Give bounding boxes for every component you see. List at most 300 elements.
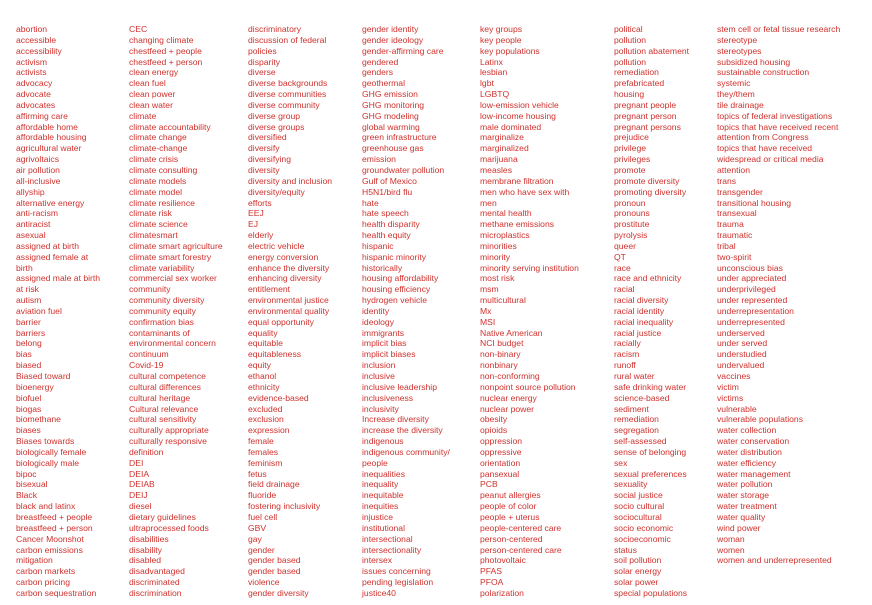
word-entry: sexuality bbox=[614, 479, 648, 490]
word-entry: clean power bbox=[129, 89, 176, 100]
word-entry: biologically female bbox=[16, 446, 87, 457]
word-entry: pronoun bbox=[614, 197, 646, 208]
word-entry: clean energy bbox=[129, 67, 179, 78]
word-entry: Black bbox=[16, 490, 38, 501]
word-entry: continuum bbox=[129, 349, 169, 360]
word-entry: equal opportunity bbox=[248, 316, 314, 327]
word-entry: men who have sex with bbox=[480, 186, 570, 197]
word-entry: fluoride bbox=[248, 490, 277, 501]
word-entry: inequities bbox=[362, 501, 399, 512]
word-entry: water management bbox=[717, 468, 791, 479]
word-entry: diverse group bbox=[248, 110, 301, 121]
word-entry: pollution abatement bbox=[614, 45, 690, 56]
word-entry: soil pollution bbox=[614, 555, 662, 566]
word-entry: membrane filtration bbox=[480, 175, 554, 186]
word-entry: community bbox=[129, 284, 171, 295]
word-entry: agrivoltaics bbox=[16, 154, 59, 165]
word-entry: solar power bbox=[614, 577, 659, 588]
word-entry: runoff bbox=[614, 360, 636, 371]
word-entry: QT bbox=[614, 251, 626, 262]
word-entry: wind power bbox=[717, 522, 761, 533]
word-entry: biomethane bbox=[16, 414, 61, 425]
word-entry: sex bbox=[614, 457, 628, 468]
word-entry: gender bbox=[248, 544, 275, 555]
word-entry: marginalize bbox=[480, 132, 524, 143]
word-entry: traumatic bbox=[717, 230, 753, 241]
word-entry: allyship bbox=[16, 186, 45, 197]
word-entry: identity bbox=[362, 305, 390, 316]
word-entry: sociocultural bbox=[614, 511, 662, 522]
word-entry: water storage bbox=[717, 490, 770, 501]
word-entry: autism bbox=[16, 295, 42, 306]
word-entry: elderly bbox=[248, 230, 274, 241]
word-entry: assigned female at bbox=[16, 251, 89, 262]
word-entry: self-assessed bbox=[614, 436, 667, 447]
word-entry: water collection bbox=[717, 425, 777, 436]
word-entry: water quality bbox=[717, 511, 766, 522]
word-entry: gay bbox=[248, 533, 262, 544]
word-entry: biases bbox=[16, 425, 41, 436]
word-entry: Covid-19 bbox=[129, 360, 164, 371]
word-entry: women bbox=[717, 544, 745, 555]
word-entry: disability bbox=[129, 544, 162, 555]
word-entry: disabled bbox=[129, 555, 162, 566]
word-entry: discussion of federal bbox=[248, 34, 327, 45]
word-entry: CEC bbox=[129, 24, 148, 34]
word-entry: multicultural bbox=[480, 295, 526, 306]
word-entry: rural water bbox=[614, 371, 655, 381]
word-entry: oppressive bbox=[480, 446, 522, 457]
word-entry: photovoltaic bbox=[480, 555, 526, 566]
word-entry: sustainable construction bbox=[717, 67, 810, 78]
word-entry: msm bbox=[480, 284, 499, 295]
word-column-7 bbox=[717, 24, 840, 566]
word-entry: opioids bbox=[480, 425, 508, 436]
word-entry: female bbox=[248, 436, 274, 447]
word-entry: inequalities bbox=[362, 468, 405, 479]
word-entry: fostering inclusivity bbox=[248, 501, 321, 512]
word-entry: PCB bbox=[480, 479, 498, 490]
word-entry: microplastics bbox=[480, 230, 530, 241]
word-entry: Native American bbox=[480, 327, 543, 338]
word-entry: trauma bbox=[717, 219, 744, 230]
word-entry: nonbinary bbox=[480, 360, 518, 371]
word-entry: community diversity bbox=[129, 295, 205, 306]
word-entry: social justice bbox=[614, 490, 663, 501]
word-entry: climate-change bbox=[129, 143, 188, 154]
word-entry: under served bbox=[717, 338, 768, 349]
word-entry: accessible bbox=[16, 34, 57, 45]
word-entry: marijuana bbox=[480, 154, 518, 165]
word-entry: vulnerable populations bbox=[717, 414, 804, 425]
word-entry: DEIJ bbox=[129, 490, 148, 501]
word-entry: stereotype bbox=[717, 34, 758, 45]
word-entry: transitional housing bbox=[717, 197, 792, 208]
word-entry: LGBTQ bbox=[480, 89, 510, 100]
word-entry: NCI budget bbox=[480, 338, 524, 349]
word-entry: disparity bbox=[248, 56, 280, 67]
word-entry: polarization bbox=[480, 587, 524, 598]
word-entry: advocacy bbox=[16, 78, 53, 89]
word-entry: prejudice bbox=[614, 132, 649, 143]
word-entry: fetus bbox=[248, 468, 267, 479]
word-entry: people bbox=[362, 457, 388, 468]
word-entry: cultural differences bbox=[129, 381, 201, 392]
word-entry: climate change bbox=[129, 132, 187, 143]
word-entry: diverse communities bbox=[248, 89, 327, 100]
word-entry: community equity bbox=[129, 305, 196, 316]
word-entry: pregnant people bbox=[614, 99, 677, 110]
word-entry: environmental concern bbox=[129, 338, 216, 349]
word-entry: equity bbox=[248, 360, 271, 371]
word-entry: Cancer Moonshot bbox=[16, 533, 84, 544]
word-entry: cultural heritage bbox=[129, 392, 191, 403]
word-entry: climate consulting bbox=[129, 164, 198, 175]
word-entry: immigrants bbox=[362, 327, 405, 338]
word-entry: diverse bbox=[248, 67, 276, 78]
word-entry: indigenous community/ bbox=[362, 446, 450, 457]
word-entry: pyrolysis bbox=[614, 230, 648, 241]
word-entry: all-inclusive bbox=[16, 175, 61, 186]
word-entry: lgbt bbox=[480, 78, 494, 89]
word-entry: PFOA bbox=[480, 577, 504, 588]
word-entry: evidence-based bbox=[248, 392, 309, 403]
word-entry: diesel bbox=[129, 501, 152, 512]
word-entry: climatesmart bbox=[129, 230, 178, 241]
word-entry: energy conversion bbox=[248, 251, 319, 262]
word-entry: victims bbox=[717, 392, 744, 403]
word-column-1 bbox=[16, 24, 100, 599]
word-entry: indigenous bbox=[362, 436, 404, 447]
word-entry: obesity bbox=[480, 414, 508, 425]
word-entry: under appreciated bbox=[717, 273, 787, 284]
word-entry: green infrastructure bbox=[362, 132, 437, 143]
word-entry: key groups bbox=[480, 24, 523, 34]
word-entry: trans bbox=[717, 175, 737, 186]
word-entry: victim bbox=[717, 381, 739, 392]
word-entry: people + uterus bbox=[480, 511, 540, 522]
word-entry: MSI bbox=[480, 316, 496, 327]
word-entry: anti-racism bbox=[16, 208, 59, 219]
word-entry: biologically male bbox=[16, 457, 80, 468]
word-entry: bias bbox=[16, 349, 32, 360]
word-entry: diverse backgrounds bbox=[248, 78, 328, 89]
word-entry: understudied bbox=[717, 349, 767, 360]
word-entry: global warming bbox=[362, 121, 420, 132]
word-entry: assigned male at birth bbox=[16, 273, 101, 284]
word-entry: policies bbox=[248, 45, 277, 56]
word-entry: stem cell or fetal tissue research bbox=[717, 24, 841, 34]
word-entry: racial identity bbox=[614, 305, 665, 316]
word-entry: dietary guidelines bbox=[129, 511, 196, 522]
word-entry: assigned at birth bbox=[16, 240, 80, 251]
word-entry: activists bbox=[16, 67, 47, 78]
word-entry: exclusion bbox=[248, 414, 284, 425]
word-entry: pansexual bbox=[480, 468, 520, 479]
word-entry: barrier bbox=[16, 316, 41, 327]
word-entry: people of color bbox=[480, 501, 537, 512]
word-entry: subsidized housing bbox=[717, 56, 791, 67]
word-entry: political bbox=[614, 24, 643, 34]
word-entry: climate resilience bbox=[129, 197, 195, 208]
word-entry: vulnerable bbox=[717, 403, 757, 414]
word-entry: disadvantaged bbox=[129, 566, 185, 577]
word-entry: diverse community bbox=[248, 99, 320, 110]
word-entry: at risk bbox=[16, 284, 39, 295]
word-entry: racial inequality bbox=[614, 316, 674, 327]
word-entry: electric vehicle bbox=[248, 240, 305, 251]
word-entry: justice40 bbox=[362, 587, 396, 598]
word-entry: they/them bbox=[717, 89, 755, 100]
word-entry: biofuel bbox=[16, 392, 42, 403]
word-entry: expression bbox=[248, 425, 290, 436]
word-entry: marginalized bbox=[480, 143, 529, 154]
word-entry: racial justice bbox=[614, 327, 662, 338]
word-entry: affordable home bbox=[16, 121, 78, 132]
word-entry: key people bbox=[480, 34, 522, 45]
word-entry: antiracist bbox=[16, 219, 51, 230]
word-entry: mitigation bbox=[16, 555, 53, 566]
word-entry: water pollution bbox=[717, 479, 773, 490]
word-entry: male dominated bbox=[480, 121, 542, 132]
word-entry: inclusive bbox=[362, 371, 395, 381]
word-entry: Cultural relevance bbox=[129, 403, 199, 414]
word-entry: diversifying bbox=[248, 154, 291, 165]
word-entry: breastfeed + person bbox=[16, 522, 93, 533]
word-entry: Biases towards bbox=[16, 436, 75, 447]
word-entry: barriers bbox=[16, 327, 46, 338]
word-entry: attention from Congress bbox=[717, 132, 809, 143]
word-entry: race bbox=[614, 262, 631, 273]
word-entry: equitable bbox=[248, 338, 283, 349]
word-entry: DEI bbox=[129, 457, 144, 468]
word-entry: environmental quality bbox=[248, 305, 330, 316]
word-entry: carbon pricing bbox=[16, 577, 70, 588]
word-entry: race and ethnicity bbox=[614, 273, 682, 284]
word-entry: topics that have received bbox=[717, 143, 813, 154]
word-entry: equitableness bbox=[248, 349, 302, 360]
word-entry: confirmation bias bbox=[129, 316, 194, 327]
word-entry: PFAS bbox=[480, 566, 502, 577]
word-entry: oppression bbox=[480, 436, 523, 447]
word-entry: men bbox=[480, 197, 497, 208]
word-entry: minority serving institution bbox=[480, 262, 579, 273]
word-entry: culturally responsive bbox=[129, 436, 207, 447]
word-entry: environmental justice bbox=[248, 295, 329, 306]
word-entry: activism bbox=[16, 56, 48, 67]
word-entry: under represented bbox=[717, 295, 788, 306]
word-entry: disabilities bbox=[129, 533, 169, 544]
word-entry: privileges bbox=[614, 154, 651, 165]
word-entry: solar energy bbox=[614, 566, 662, 577]
word-entry: bioenergy bbox=[16, 381, 54, 392]
word-entry: nuclear power bbox=[480, 403, 534, 414]
word-entry: promoting diversity bbox=[614, 186, 687, 197]
word-entry: alternative energy bbox=[16, 197, 85, 208]
word-entry: climate models bbox=[129, 175, 187, 186]
word-entry: sediment bbox=[614, 403, 649, 414]
word-entry: genders bbox=[362, 67, 394, 78]
word-entry: climate accountability bbox=[129, 121, 211, 132]
word-entry: gendered bbox=[362, 56, 399, 67]
word-entry: climate model bbox=[129, 186, 183, 197]
word-entry: biogas bbox=[16, 403, 42, 414]
word-entry: topics that have received recent bbox=[717, 121, 839, 132]
word-entry: climate smart agriculture bbox=[129, 240, 223, 251]
word-entry: climate risk bbox=[129, 208, 172, 219]
word-column-4 bbox=[362, 24, 450, 599]
word-entry: H5N1/bird flu bbox=[362, 186, 413, 197]
word-entry: increase the diversity bbox=[362, 425, 443, 436]
word-entry: non-conforming bbox=[480, 371, 540, 381]
word-entry: gender ideology bbox=[362, 34, 424, 45]
word-entry: affirming care bbox=[16, 110, 68, 121]
word-entry: carbon emissions bbox=[16, 544, 83, 555]
word-entry: science-based bbox=[614, 392, 670, 403]
word-entry: minority bbox=[480, 251, 511, 262]
word-entry: agricultural water bbox=[16, 143, 82, 154]
word-entry: person-centered bbox=[480, 533, 543, 544]
word-entry: gender based bbox=[248, 555, 301, 566]
word-entry: climate smart forestry bbox=[129, 251, 212, 262]
word-entry: definition bbox=[129, 446, 164, 457]
word-entry: pronouns bbox=[614, 208, 650, 219]
word-entry: Mx bbox=[480, 305, 492, 316]
word-entry: GHG modeling bbox=[362, 110, 419, 121]
word-entry: feminism bbox=[248, 457, 283, 468]
word-entry: nonpoint source pollution bbox=[480, 381, 576, 392]
word-entry: DEIA bbox=[129, 468, 150, 479]
word-entry: pregnant person bbox=[614, 110, 677, 121]
word-entry: promote diversity bbox=[614, 175, 680, 186]
word-entry: special populations bbox=[614, 587, 688, 598]
word-entry: birth bbox=[16, 262, 33, 273]
word-entry: aviation fuel bbox=[16, 305, 62, 316]
word-entry: emission bbox=[362, 154, 396, 165]
word-entry: water treatment bbox=[717, 501, 777, 512]
word-entry: GHG monitoring bbox=[362, 99, 425, 110]
word-entry: cultural sensitivity bbox=[129, 414, 197, 425]
word-entry: socio economic bbox=[614, 522, 674, 533]
word-entry: intersex bbox=[362, 555, 393, 566]
word-entry: queer bbox=[614, 240, 636, 251]
word-entry: injustice bbox=[362, 511, 394, 522]
word-entry: housing bbox=[614, 89, 645, 100]
word-entry: Biased toward bbox=[16, 371, 71, 381]
word-entry: DEIAB bbox=[129, 479, 155, 490]
word-entry: climate variability bbox=[129, 262, 195, 273]
word-entry: equality bbox=[248, 327, 278, 338]
word-entry: tribal bbox=[717, 240, 736, 251]
word-entry: hispanic bbox=[362, 240, 394, 251]
word-entry: advocate bbox=[16, 89, 51, 100]
word-entry: minorities bbox=[480, 240, 517, 251]
word-column-5 bbox=[480, 24, 579, 599]
word-entry: inequitable bbox=[362, 490, 404, 501]
word-entry: Latinx bbox=[480, 56, 503, 67]
word-entry: gender diversity bbox=[248, 587, 309, 598]
word-entry: hate speech bbox=[362, 208, 409, 219]
word-entry: Gulf of Mexico bbox=[362, 175, 417, 186]
word-entry: water efficiency bbox=[717, 457, 777, 468]
word-entry: abortion bbox=[16, 24, 48, 34]
word-entry: racially bbox=[614, 338, 641, 349]
word-entry: remediation bbox=[614, 414, 659, 425]
word-entry: woman bbox=[717, 533, 745, 544]
word-entry: remediation bbox=[614, 67, 659, 78]
word-entry: gender based bbox=[248, 566, 301, 577]
word-entry: cultural competence bbox=[129, 371, 206, 381]
word-entry: gender identity bbox=[362, 24, 419, 34]
word-entry: prostitute bbox=[614, 219, 650, 230]
word-entry: systemic bbox=[717, 78, 751, 89]
word-entry: topics of federal investigations bbox=[717, 110, 833, 121]
word-entry: inclusiveness bbox=[362, 392, 414, 403]
word-entry: efforts bbox=[248, 197, 272, 208]
word-entry: underrepresented bbox=[717, 316, 785, 327]
word-entry: undervalued bbox=[717, 360, 765, 371]
word-entry: pending legislation bbox=[362, 577, 434, 588]
word-entry: EEJ bbox=[248, 208, 264, 219]
word-entry: contaminants of bbox=[129, 327, 190, 338]
word-entry: sense of belonging bbox=[614, 446, 687, 457]
word-entry: mental health bbox=[480, 208, 532, 219]
word-entry: housing efficiency bbox=[362, 284, 431, 295]
word-entry: transexual bbox=[717, 208, 757, 219]
word-entry: diversity bbox=[248, 164, 280, 175]
word-entry: racial bbox=[614, 284, 635, 295]
word-entry: clean fuel bbox=[129, 78, 166, 89]
word-entry: measles bbox=[480, 164, 512, 175]
word-entry: ethnicity bbox=[248, 381, 280, 392]
word-entry: diversified bbox=[248, 132, 287, 143]
word-entry: asexual bbox=[16, 230, 46, 241]
word-entry: most risk bbox=[480, 273, 515, 284]
word-entry: sexual preferences bbox=[614, 468, 687, 479]
word-entry: air pollution bbox=[16, 164, 60, 175]
word-entry: safe drinking water bbox=[614, 381, 687, 392]
word-entry: diversify bbox=[248, 143, 280, 154]
word-entry: climate science bbox=[129, 219, 188, 230]
word-entry: water conservation bbox=[717, 436, 790, 447]
word-entry: stereotypes bbox=[717, 45, 762, 56]
word-entry: racial diversity bbox=[614, 295, 669, 306]
word-entry: chestfeed + person bbox=[129, 56, 203, 67]
word-entry: discriminatory bbox=[248, 24, 302, 34]
word-entry: low-income housing bbox=[480, 110, 556, 121]
word-entry: gender-affirming care bbox=[362, 45, 444, 56]
word-entry: segregation bbox=[614, 425, 659, 436]
word-entry: carbon markets bbox=[16, 566, 76, 577]
word-column-2 bbox=[129, 24, 223, 599]
word-column-3 bbox=[248, 24, 332, 599]
word-entry: prefabricated bbox=[614, 78, 665, 89]
word-entry: accessibility bbox=[16, 45, 62, 56]
word-entry: inclusivity bbox=[362, 403, 399, 414]
word-entry: two-spirit bbox=[717, 251, 752, 262]
word-entry: housing affordability bbox=[362, 273, 439, 284]
word-entry: unconscious bias bbox=[717, 262, 783, 273]
word-entry: health equity bbox=[362, 230, 411, 241]
word-entry: changing climate bbox=[129, 34, 194, 45]
word-entry: lesbian bbox=[480, 67, 508, 78]
word-entry: racism bbox=[614, 349, 640, 360]
word-entry: underrepresentation bbox=[717, 305, 794, 316]
word-entry: widespread or critical media bbox=[717, 154, 824, 165]
word-entry: discrimination bbox=[129, 587, 182, 598]
word-entry: greenhouse gas bbox=[362, 143, 424, 154]
word-entry: black and latinx bbox=[16, 501, 76, 512]
